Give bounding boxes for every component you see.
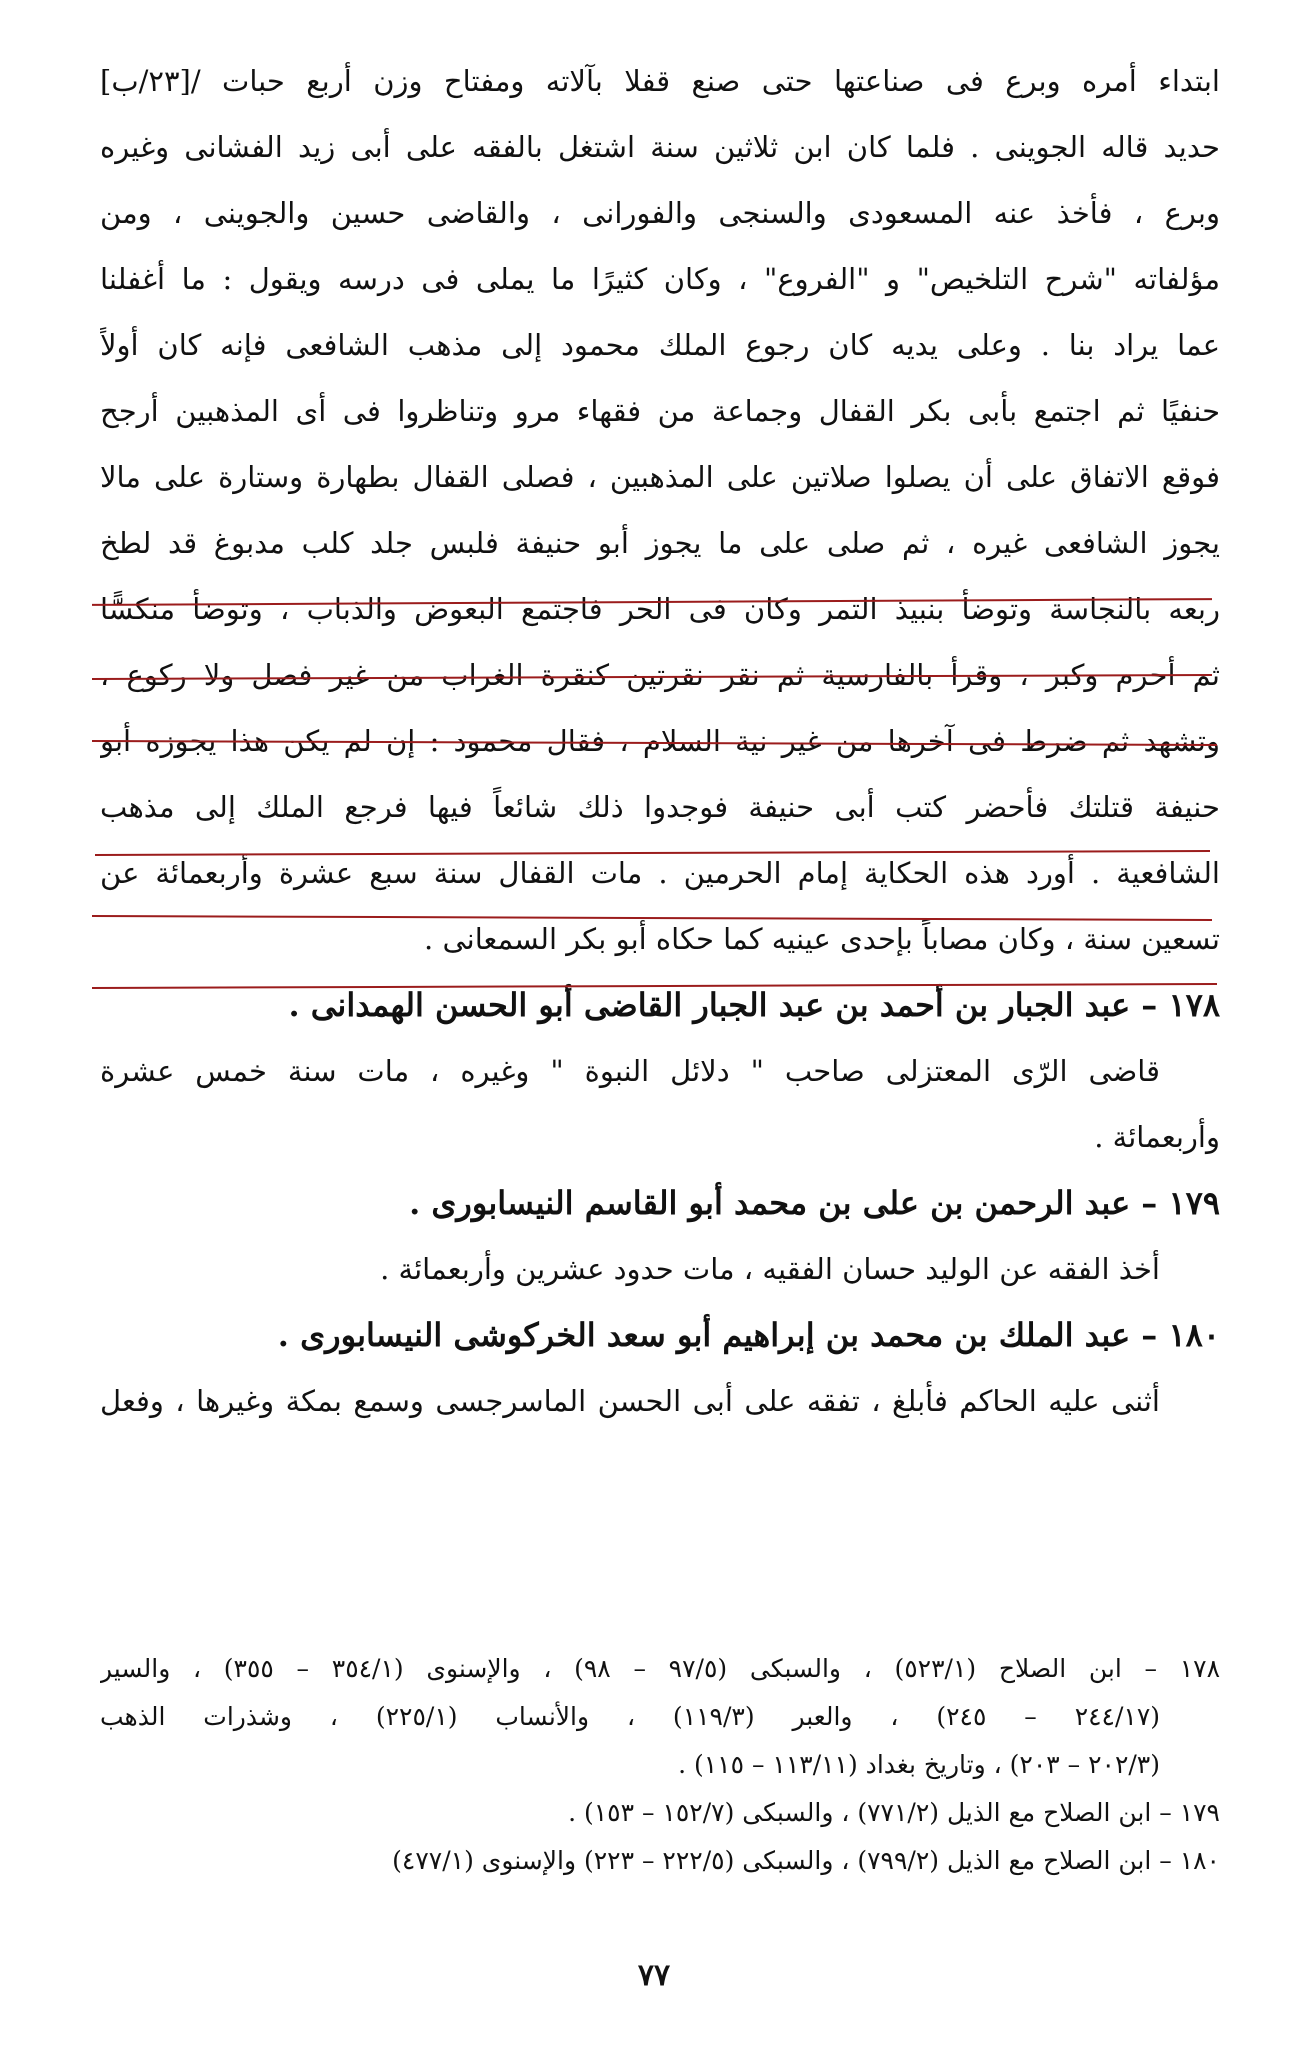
entry-heading-178: ١٧٨ – عبد الجبار بن أحمد بن عبد الجبار القاضى أبو الحسن الهمدانى . [288, 986, 1220, 1024]
text-line: يجوز الشافعى غيره ، ثم صلى على ما يجوز أبو حنيفة فلبس جلد كلب مدبوغ قد لطخ [100, 526, 1220, 560]
footnote-line: (٢٤٤/١٧ – ٢٤٥) ، والعبر (١١٩/٣) ، والأنساب (٢٢٥/١) ، وشذرات الذهب [100, 1702, 1161, 1731]
entry-heading-179: ١٧٩ – عبد الرحمن بن على بن محمد أبو القاسم النيسابورى . [409, 1184, 1220, 1222]
text-line: ابتداء أمره وبرع فى صناعتها حتى صنع قفلا بآلاته ومفتاح وزن أربع حبات /[٢٣/ب] [100, 64, 1220, 98]
text-line: تسعين سنة ، وكان مصاباً بإحدى عينيه كما حكاه أبو بكر السمعانى . [424, 922, 1220, 956]
text-line: حديد قاله الجوينى . فلما كان ابن ثلاثين سنة اشتغل بالفقه على أبى زيد الفشانى وغيره [100, 130, 1220, 164]
entry-text-line: قاضى الرّى المعتزلى صاحب " دلائل النبوة " وغيره ، مات سنة خمس عشرة [100, 1054, 1160, 1088]
text-line: ربعه بالنجاسة وتوضأ بنبيذ التمر وكان فى الحر فاجتمع البعوض والذباب ، وتوضأ منكسًّا [100, 592, 1220, 626]
text-line: الشافعية . أورد هذه الحكاية إمام الحرمين . مات القفال سنة سبع عشرة وأربعمائة عن [100, 856, 1220, 890]
entry-text-line: أثنى عليه الحاكم فأبلغ ، تفقه على أبى الحسن الماسرجسى وسمع بمكة وغيرها ، وفعل [100, 1384, 1160, 1418]
footnote-line: (٢٠٢/٣ – ٢٠٣) ، وتاريخ بغداد (١١٣/١١ – ١١٥) . [678, 1750, 1160, 1779]
text-line: فوقع الاتفاق على أن يصلوا صلاتين على المذهبين ، فصلى القفال بطهارة وستارة على مالا [100, 460, 1220, 494]
footnotes [100, 1645, 1220, 1885]
footnote-line: ١٨٠ – ابن الصلاح مع الذيل (٧٩٩/٢) ، والسبكى (٢٢٢/٥ – ٢٢٣) والإسنوى (٤٧٧/١) [392, 1846, 1220, 1875]
text-line: ثم أحرم وكبر ، وقرأ بالفارسية ثم نقر نقرتين كنقرة الغراب من غير فصل ولا ركوع ، [100, 658, 1220, 692]
text-line: وبرع ، فأخذ عنه المسعودى والسنجى والفورانى ، والقاضى حسين والجوينى ، ومن [100, 196, 1220, 230]
footnote-line: ١٧٨ – ابن الصلاح (٥٢٣/١) ، والسبكى (٩٧/٥ – ٩٨) ، والإسنوى (٣٥٤/١ – ٣٥٥) ، والسير [100, 1654, 1220, 1683]
page-number: ٧٧ [637, 1958, 671, 1993]
text-line: حنفيًا ثم اجتمع بأبى بكر القفال وجماعة من فقهاء مرو وتناظروا فى أى المذهبين أرجح [100, 394, 1220, 428]
footnote-line: ١٧٩ – ابن الصلاح مع الذيل (٧٧١/٢) ، والسبكى (١٥٢/٧ – ١٥٣) . [568, 1798, 1220, 1827]
entry-text-line: أخذ الفقه عن الوليد حسان الفقيه ، مات حدود عشرين وأربعمائة . [380, 1252, 1160, 1286]
text-line: مؤلفاته "شرح التلخيص" و "الفروع" ، وكان كثيرًا ما يملى فى درسه ويقول : ما أغفلنا [100, 262, 1220, 296]
entry-text-line: وأربعمائة . [1094, 1120, 1220, 1154]
text-line: وتشهد ثم ضرط فى آخرها من غير نية السلام ، فقال محمود : إن لم يكن هذا يجوزه أبو [100, 724, 1220, 758]
text-line: حنيفة قتلتك فأحضر كتب أبى حنيفة فوجدوا ذلك شائعاً فيها فرجع الملك إلى مذهب [100, 790, 1220, 824]
entry-heading-180: ١٨٠ – عبد الملك بن محمد بن إبراهيم أبو سعد الخركوشى النيسابورى . [277, 1316, 1220, 1354]
text-line: عما يراد بنا . وعلى يديه كان رجوع الملك محمود إلى مذهب الشافعى فإنه كان أولاً [100, 328, 1220, 362]
